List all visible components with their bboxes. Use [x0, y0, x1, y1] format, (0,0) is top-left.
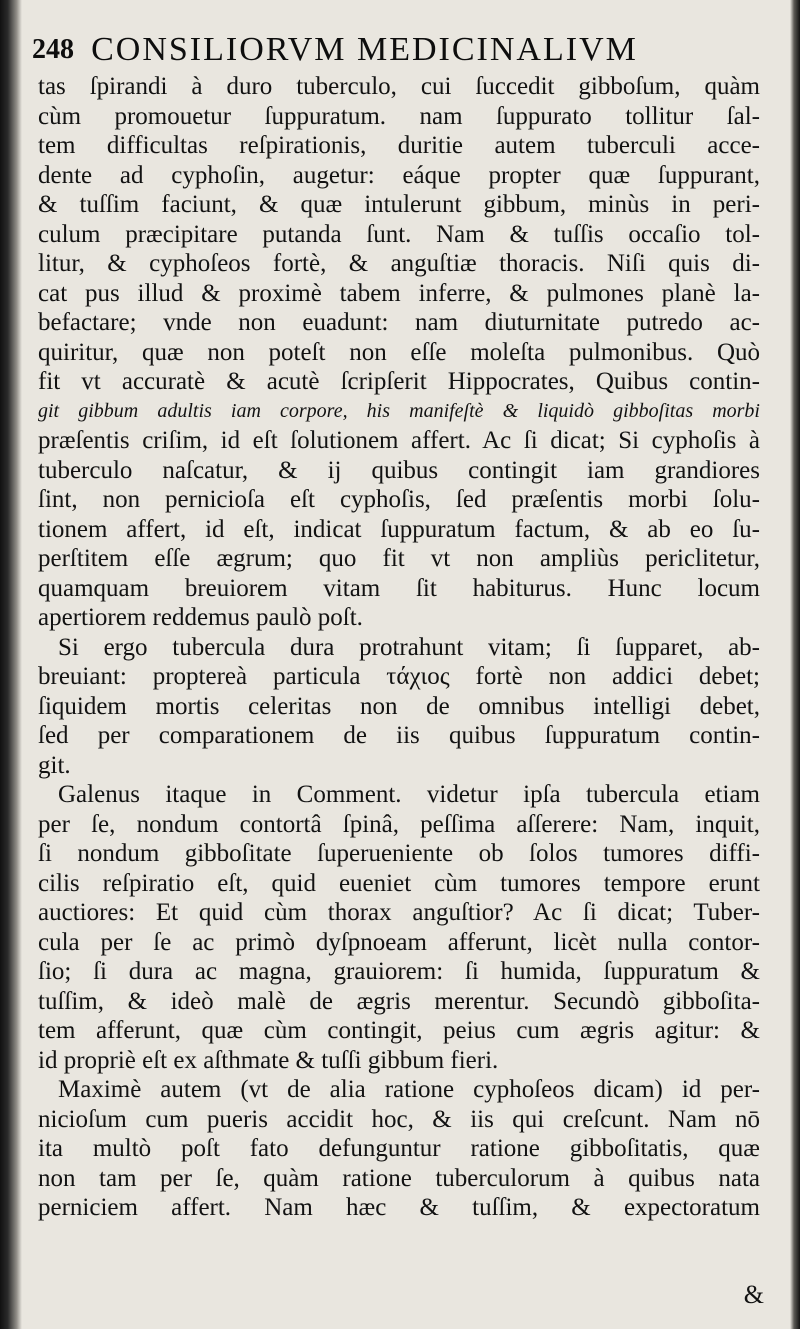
text-line: ſed per comparationem de iis quibus ſuppuratum contin- [38, 722, 760, 749]
text-line: cùm promouetur ſuppuratum. nam ſuppurato tollitur ſal- [38, 102, 760, 130]
text-line: befactare; vnde non euadunt: nam diuturnitate putredo ac- [38, 309, 760, 336]
text-line: tem difficultas reſpirationis, duritie autem tuberculi acce- [38, 132, 760, 159]
text-line: tuſſim, & ideò malè de ægris merentur. Secundò gibboſita- [38, 987, 760, 1015]
text-line: culum præcipitare putanda ſunt. Nam & tuſſis occaſio tol- [38, 220, 760, 248]
text-line: tionem affert, id eſt, indicat ſuppuratum factum, & ab eo ſu- [38, 515, 760, 543]
text-line: ſi nondum gibboſitate ſuperueniente ob ſolos tumores diffi- [38, 840, 760, 867]
text-line: perniciem affert. Nam hæc & tuſſim, & expectoratum [38, 1194, 760, 1221]
text-line: ſint, non pernicioſa eſt cyphoſis, ſed præſentis morbi ſolu- [38, 486, 760, 513]
running-title: CONSILIORVM MEDICINALIVM [91, 31, 638, 68]
text-line: Maximè autem (vt de alia ratione cyphoſeos dicam) id per- [58, 1076, 760, 1103]
text-line: tem afferunt, quæ cùm contingit, peius cum ægris agitur: & [38, 1017, 760, 1044]
text-line: tas ſpirandi à duro tuberculo, cui ſuccedit gibboſum, quàm [38, 73, 760, 100]
text-line: breuiant: proptereà particula τάχιος fortè non addici debet; [38, 663, 760, 690]
text-line: tuberculo naſcatur, & ij quibus contingit iam grandiores [38, 456, 760, 484]
text-line: quamquam breuiorem vitam ſit habiturus. Hunc locum [38, 574, 760, 602]
text-line: per ſe, nondum contortâ ſpinâ, peſſima aſſerere: Nam, inquit, [38, 810, 760, 838]
text-line: fit vt accuratè & acutè ſcripſerit Hippocrates, Quibus contin- [38, 368, 760, 395]
text-line: ita multò poſt fato defunguntur ratione gibboſitatis, quæ [38, 1135, 760, 1162]
page-number: 248 [32, 34, 74, 65]
text-line: ſiquidem mortis celeritas non de omnibus intelligi debet, [38, 692, 760, 720]
page-header [32, 28, 752, 72]
text-line: git gibbum adultis iam corpore, his manifeſtè & liquidò gibboſitas morbi [38, 399, 760, 422]
text-line: cilis reſpiratio eſt, quid eueniet cùm tumores tempore erunt [38, 869, 760, 897]
text-line: non tam per ſe, quàm ratione tuberculorum à quibus nata [38, 1164, 760, 1192]
text-line: quiritur, quæ non poteſt non eſſe moleſta pulmonibus. Quò [38, 338, 760, 366]
text-line: ſio; ſi dura ac magna, grauiorem: ſi humida, ſuppuratum & [38, 958, 760, 985]
body-text [38, 72, 760, 1223]
text-line: dente ad cyphoſin, augetur: eáque propter quæ ſuppurant, [38, 161, 760, 189]
text-line: Galenus itaque in Comment. videtur ipſa tubercula etiam [58, 781, 760, 808]
text-line: apertiorem reddemus paulò poſt. [38, 604, 363, 631]
text-line: & tuſſim faciunt, & quæ intulerunt gibbum, minùs in peri- [38, 191, 760, 218]
text-line: auctiores: Et quid cùm thorax anguſtior? Ac ſi dicat; Tuber- [38, 899, 760, 926]
text-line: git. [38, 751, 71, 779]
text-line: nicioſum cum pueris accidit hoc, & iis qui creſcunt. Nam nō [38, 1105, 760, 1133]
text-line: præſentis criſim, id eſt ſolutionem affert. Ac ſi dicat; Si cyphoſis à [38, 427, 760, 454]
text-line: id propriè eſt ex aſthmate & tuſſi gibbum fieri. [38, 1046, 499, 1074]
text-line: perſtitem eſſe ægrum; quo fit vt non ampliùs periclitetur, [38, 545, 760, 572]
page-edge [790, 0, 800, 1329]
text-line: Si ergo tubercula dura protrahunt vitam; ſi ſupparet, ab- [58, 633, 760, 661]
binding-shadow [0, 0, 22, 1329]
text-line: cat pus illud & proximè tabem inferre, & pulmones planè la- [38, 279, 760, 307]
catchword: & [743, 1280, 764, 1309]
text-line: cula per ſe ac primò dyſpnoeam afferunt, licèt nulla contor- [38, 928, 760, 956]
text-line: litur, & cyphoſeos fortè, & anguſtiæ thoracis. Niſi quis di- [38, 250, 760, 277]
